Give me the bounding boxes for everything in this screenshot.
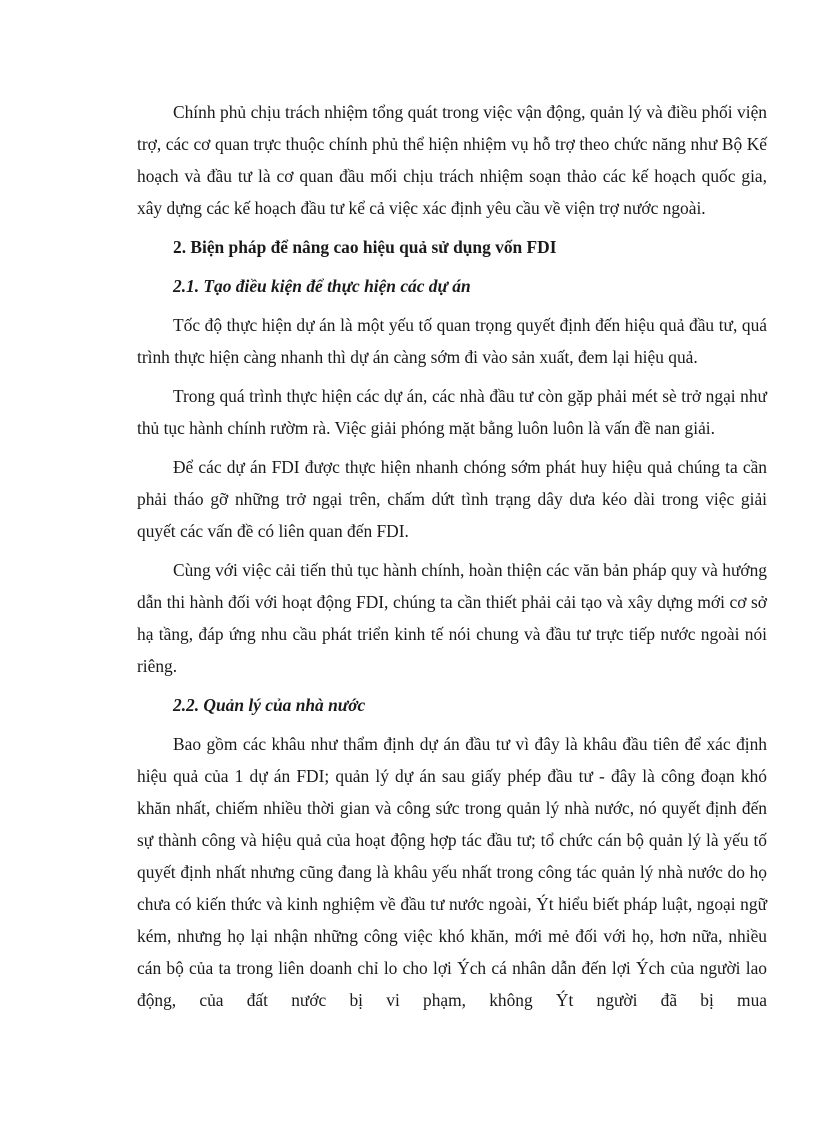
paragraph-government-responsibility: Chính phủ chịu trách nhiệm tổng quát trong việc vận động, quản lý và điều phối viện trợ, các cơ quan trực thuộc chính phủ thể hiện nhiệm vụ hỗ trợ theo chức năng như Bộ Kế hoạch và đầu tư là cơ quan đầu mối chịu trách nhiệm soạn thảo các kế hoạch quốc gia, xây dựng các kế hoạch đầu tư kể cả việc xác định yêu cầu về viện trợ nước ngoài.	[137, 102, 767, 218]
document-page	[137, 96, 767, 1023]
subsection-heading-project-conditions: 2.1. Tạo điều kiện để thực hiện các dự án	[173, 276, 471, 296]
paragraph-remove-obstacles: Để các dự án FDI được thực hiện nhanh chóng sớm phát huy hiệu quả chúng ta cần phải tháo gỡ những trở ngại trên, chấm dứt tình trạng dây dưa kéo dài trong việc giải quyết các vấn đề có liên quan đến FDI.	[137, 457, 767, 541]
paragraph-obstacles: Trong quá trình thực hiện các dự án, các nhà đầu tư còn gặp phải mét sè trở ngại như thủ tục hành chính rườm rà. Việc giải phóng mặt bằng luôn luôn là vấn đề nan giải.	[137, 386, 767, 438]
subsection-heading-state-management: 2.2. Quản lý của nhà nước	[173, 695, 366, 715]
paragraph-management-stages: Bao gồm các khâu như thẩm định dự án đầu tư vì đây là khâu đầu tiên để xác định hiệu quả của 1 dự án FDI; quản lý dự án sau giấy phép đầu tư - đây là công đoạn khó khăn nhất, chiếm nhiều thời gian và công sức trong quản lý nhà nước, nó quyết định đến sự thành công và hiệu quả của hoạt động hợp tác đầu tư; tổ chức cán bộ quản lý là yếu tố quyết định nhất nhưng cũng đang là khâu yếu nhất trong công tác quản lý nhà nước do họ chưa có kiến thức và kinh nghiệm về đầu tư nước ngoài, Ýt hiểu biết pháp luật, ngoại ngữ kém, nhưng họ lại nhận những công việc khó khăn, mới mẻ đối với họ, hơn nữa, nhiều cán bộ của ta trong liên doanh chỉ lo cho lợi Ých cá nhân dẫn đến lợi Ých của người lao động, của đất nước bị vi phạm, không Ýt người đã bị mua	[137, 734, 767, 1010]
paragraph-infrastructure: Cùng với việc cải tiến thủ tục hành chính, hoàn thiện các văn bản pháp quy và hướng dẫn thi hành đối với hoạt động FDI, chúng ta cần thiết phải cải tạo và xây dựng mới cơ sở hạ tầng, đáp ứng nhu cầu phát triển kinh tế nói chung và đầu tư trực tiếp nước ngoài nói riêng.	[137, 560, 767, 676]
section-heading-fdi-measures: 2. Biện pháp để nâng cao hiệu quả sử dụng vốn FDI	[173, 237, 557, 257]
paragraph-implementation-speed: Tốc độ thực hiện dự án là một yếu tố quan trọng quyết định đến hiệu quả đầu tư, quá trình thực hiện càng nhanh thì dự án càng sớm đi vào sản xuất, đem lại hiệu quả.	[137, 315, 767, 367]
